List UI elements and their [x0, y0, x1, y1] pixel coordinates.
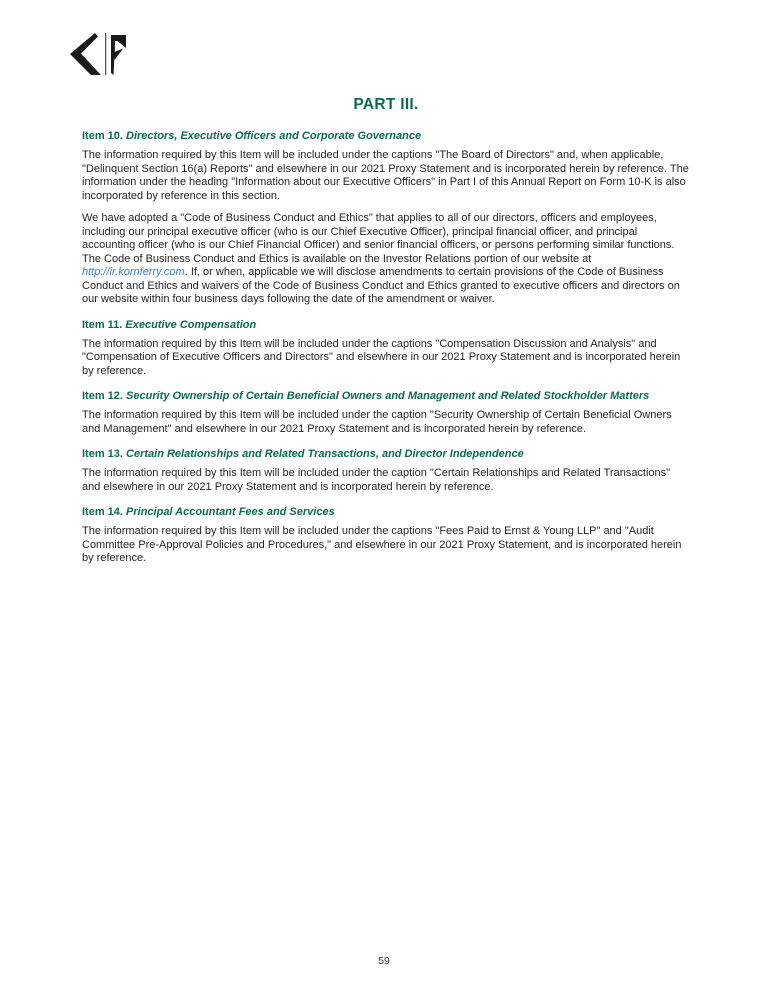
section-item-10	[82, 130, 690, 307]
item-13-label: Item 13.	[82, 448, 123, 460]
kornferry-ir-link[interactable]: http://ir.kornferry.com	[82, 266, 185, 278]
item-11-paragraph-1: The information required by this Item will be included under the captions "Compensation Discussion and Analysis" and "Compensation of Executive Officers and Directors" and elsewhere in our 2021 Proxy Statement and is incorporated herein by reference.	[82, 337, 681, 377]
item-10-label: Item 10.	[82, 130, 123, 142]
section-item-14	[82, 506, 690, 566]
item-12-paragraph-1: The information required by this Item will be included under the caption "Security Ownership of Certain Beneficial Owners and Management" and elsewhere in our 2021 Proxy Statement and is incorporated herein by reference.	[82, 409, 672, 435]
item-10-heading	[82, 130, 690, 142]
korn-ferry-logo	[65, 33, 113, 75]
item-12-title: Security Ownership of Certain Beneficial Owners and Management and Related Stockholder Matters	[126, 390, 650, 402]
item-13-paragraph-1: The information required by this Item will be included under the caption "Certain Relationships and Related Transactions" and elsewhere in our 2021 Proxy Statement and is incorporated herein by reference.	[82, 467, 671, 493]
page-number: 59	[378, 955, 390, 967]
item-10-paragraph-1: The information required by this Item will be included under the captions "The Board of Directors" and, when applicable, "Delinquent Section 16(a) Reports" and elsewhere in our 2021 Proxy Statement and is incorporated herein by reference. The information under the heading "Information about our Executive Officers" in Part I of this Annual Report on Form 10-K is also incorporated by reference in this section.	[82, 149, 689, 202]
item-11-heading	[82, 319, 690, 331]
paragraph-text: . If, or when, applicable we will disclose amendments to certain provisions of the Code of Business Conduct and Ethics and waivers of the Code of Business Conduct and Ethics granted to executive officers and directors on our website within four business days following the date of the amendment or waiver.	[82, 266, 680, 305]
item-14-paragraph-1: The information required by this Item will be included under the captions "Fees Paid to Ernst & Young LLP" and "Audit Committee Pre-Approval Policies and Procedures," and elsewhere in our 2021 Proxy Statement, and is incorporated herein by reference.	[82, 525, 682, 564]
item-11-title: Executive Compensation	[125, 318, 257, 331]
section-item-13	[82, 448, 690, 494]
item-10-title: Directors, Executive Officers and Corporate Governance	[126, 130, 422, 142]
item-12-label: Item 12.	[82, 390, 123, 402]
paragraph-text: We have adopted a "Code of Business Conduct and Ethics" that applies to all of our directors, officers and employees, including our principal executive officer (who is our Chief Executive Officer), principal financial officer, and principal accounting officer (who is our Chief Financial Officer) and senior financial officers, or persons performing similar functions. The Code of Business Conduct and Ethics is available on the Investor Relations portion of our website at	[82, 212, 675, 265]
page-content	[82, 33, 690, 575]
item-14-heading	[82, 506, 690, 518]
item-14-label: Item 14.	[82, 506, 123, 518]
item-14-title: Principal Accountant Fees and Services	[126, 506, 335, 518]
section-item-12	[82, 390, 690, 436]
item-13-heading	[82, 448, 690, 460]
kf-monogram-icon	[65, 33, 127, 75]
item-11-label: Item 11.	[82, 318, 123, 331]
item-12-heading	[82, 390, 690, 402]
item-13-title: Certain Relationships and Related Transactions, and Director Independence	[126, 448, 524, 460]
section-item-11	[82, 319, 690, 379]
part-title: PART III.	[353, 96, 419, 113]
item-10-paragraph-2	[82, 212, 690, 307]
